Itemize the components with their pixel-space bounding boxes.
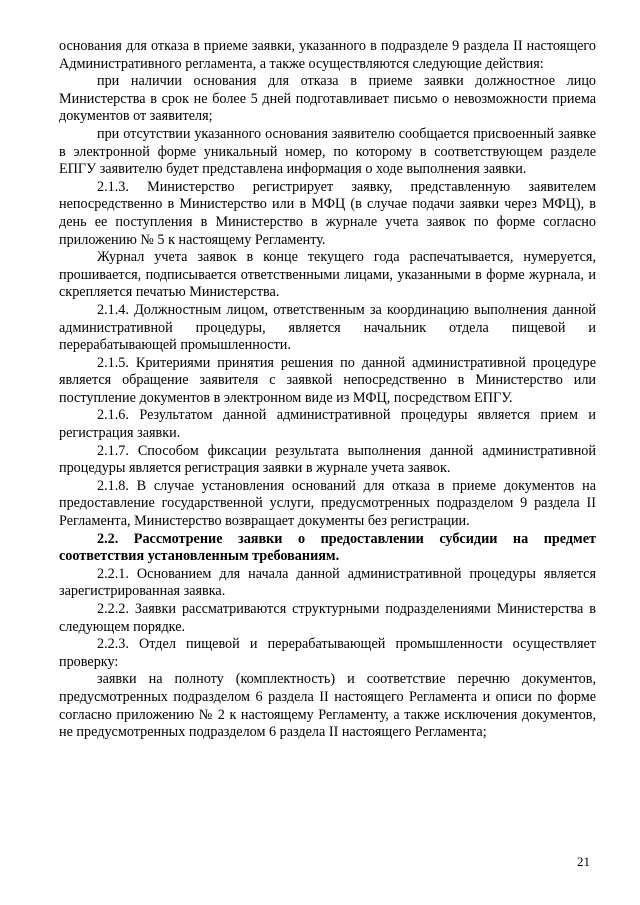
paragraph-2-2-2: 2.2.2. Заявки рассматриваются структурными подразделениями Министерства в следующем порядке. bbox=[59, 601, 596, 635]
paragraph-2-1-4: 2.1.4. Должностным лицом, ответственным за координацию выполнения данной административной процедуры, является начальник отдела пищевой и перерабатывающей промышленности. bbox=[59, 301, 596, 354]
paragraph-unique-number: при отсутствии указанного основания заявителю сообщается присвоенный заявке в электронной форме уникальный номер, по которому в соответствующем разделе ЕПГУ заявителю будет представлена информация о ходе выполнения заявки. bbox=[59, 125, 596, 178]
paragraph-2-2-1: 2.2.1. Основанием для начала данной административной процедуры является зарегистрированная заявка. bbox=[59, 565, 596, 600]
paragraph-2-1-5: 2.1.5. Критериями принятия решения по данной административной процедуре является обращение заявителя с заявкой непосредственно в Министерство или поступление документов в электронном виде из МФЦ, посредством ЕПГУ. bbox=[59, 354, 596, 406]
section-heading-2-2: 2.2. Рассмотрение заявки о предоставлении субсидии на предмет соответствия установленным требованиям. bbox=[59, 530, 596, 565]
paragraph-2-1-3: 2.1.3. Министерство регистрирует заявку, представленную заявителем непосредственно в Министерство или в МФЦ (в случае подачи заявки через МФЦ), в день ее поступления в Министерство в журнале учета заявок по форме согласно приложению № 5 к настоящему Регламенту. bbox=[59, 178, 596, 248]
paragraph-2-2-3: 2.2.3. Отдел пищевой и перерабатывающей промышленности осуществляет проверку: bbox=[59, 636, 596, 670]
paragraph-2-1-8: 2.1.8. В случае установления оснований для отказа в приеме документов на предоставление государственной услуги, предусмотренных подразделом 9 раздела II Регламента, Министерство возвращает документы без регистрации. bbox=[59, 477, 596, 530]
paragraph-journal: Журнал учета заявок в конце текущего года распечатывается, нумеруется, прошивается, подписывается ответственными лицами, указанными в форме журнала, и скрепляется печатью Министерства. bbox=[59, 249, 596, 301]
paragraph-refusal-letter: при наличии основания для отказа в приеме заявки должностное лицо Министерства в срок не более 5 дней подготавливает письмо о невозможности приема документов от заявителя; bbox=[59, 73, 596, 125]
paragraph-2-1-7: 2.1.7. Способом фиксации результата выполнения данной административной процедуры является регистрация заявки в журнале учета заявок. bbox=[59, 442, 596, 477]
page-number: 21 bbox=[577, 854, 590, 869]
paragraph-2-1-6: 2.1.6. Результатом данной административной процедуры является прием и регистрация заявки. bbox=[59, 407, 596, 442]
paragraph-completeness-check: заявки на полноту (комплектность) и соответствие перечню документов, предусмотренных подразделом 6 раздела II настоящего Регламента и описи по форме согласно приложению № 2 к настоящему Регламенту, а также исключения документов, не предусмотренных подразделом 6 раздела II настоящего Регламента; bbox=[59, 671, 596, 741]
paragraph-continuation: основания для отказа в приеме заявки, указанного в подразделе 9 раздела II настоящего Административного регламента, а также осуществляются следующие действия: bbox=[59, 38, 596, 72]
